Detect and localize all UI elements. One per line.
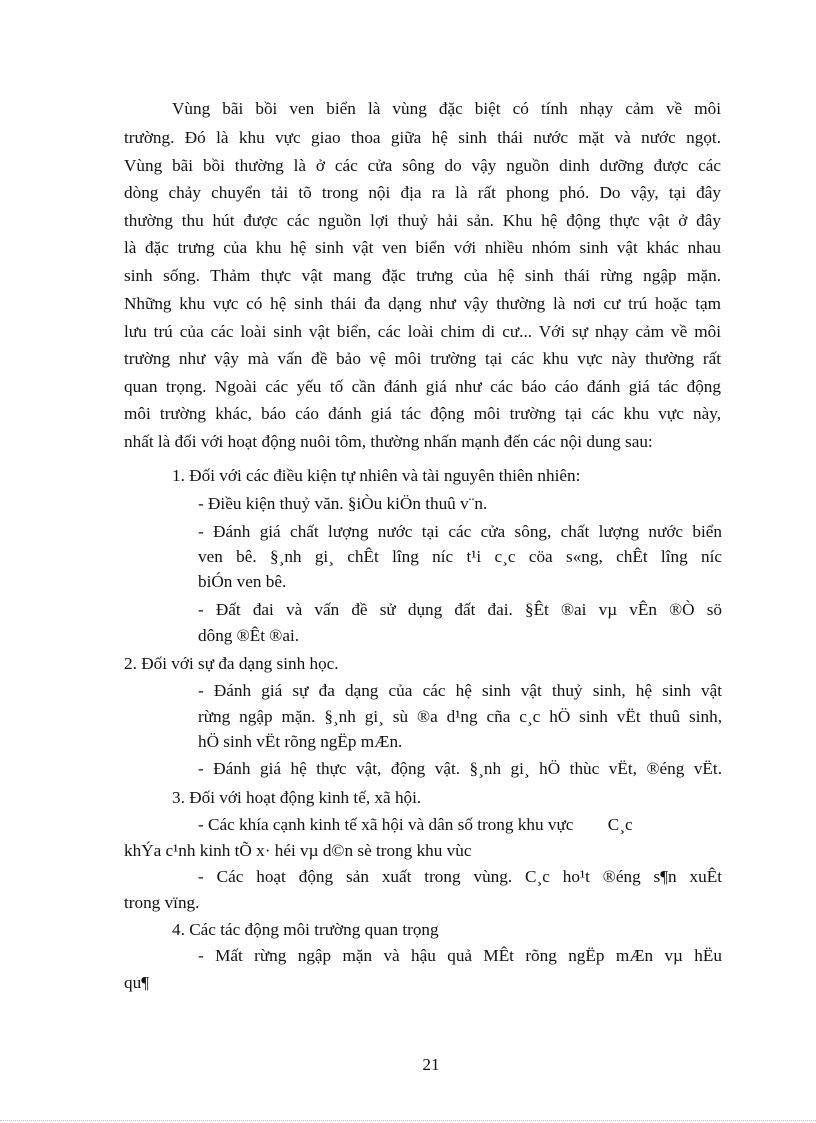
paragraph-line: lưu trú của các loài sinh vật biển, các loài chim di cư... Với sự nhạy cảm về môi [124,322,721,341]
paragraph-line: là đặc trưng của khu hệ sinh vật ven biển với nhiều nhóm sinh vật khác nhau [124,238,721,257]
section-heading: 1. Đối với các điều kiện tự nhiên và tài nguyên thiên nhiên: [172,466,581,485]
list-item-continuation: dông ®Êt ®ai. [198,626,300,645]
list-item: - Đánh giá chất lượng nước tại các cửa sông, chất lượng nước biển [198,522,722,541]
list-item: - Đánh giá hệ thực vật, động vật. §¸nh gi¸ hÖ thùc vËt, ®éng vËt. [198,759,722,778]
section-heading: 3. Đối với hoạt động kinh tế, xã hội. [172,788,422,807]
list-item: - Các khía cạnh kinh tế xã hội và dân số trong khu vực C¸c [198,815,633,834]
list-item: - Các hoạt động sản xuất trong vùng. C¸c ho¹t ®éng s¶n xuÊt [198,867,722,886]
paragraph-line: sinh sống. Thảm thực vật mang đặc trưng của hệ sinh thái rừng ngập mặn. [124,266,721,285]
paragraph-line: Vùng bãi bồi ven biển là vùng đặc biệt có tính nhạy cảm về môi [172,99,721,118]
paragraph-line: trường như vậy mà vấn đề bảo vệ môi trường tại các khu vực này thường rất [124,349,721,368]
list-item-continuation: khÝa c¹nh kinh tÕ x· héi vµ d©n sè trong khu vùc [124,841,472,860]
list-item-continuation: rừng ngập mặn. §¸nh gi¸ sù ®a d¹ng cña c¸c hÖ sinh vËt thuû sinh, [198,707,722,726]
paragraph-line: quan trọng. Ngoài các yếu tố cần đánh giá như các báo cáo đánh giá tác động [124,377,721,396]
list-item-continuation: qu¶ [124,973,149,992]
list-item: - Điều kiện thuỷ văn. §iÒu kiÖn thuû v¨n. [198,494,488,513]
list-item-continuation: biÓn ven bê. [198,572,287,591]
list-item: - Mất rừng ngập mặn và hậu quả MÊt rõng ngËp mÆn vµ hËu [198,946,722,965]
list-item: - Đánh giá sự đa dạng của các hệ sinh vật thuỷ sinh, hệ sinh vật [198,681,722,700]
paragraph-line: thường thu hút được các nguồn lợi thuỷ hải sản. Khu hệ động thực vật ở đây [124,211,721,230]
paragraph-line: trường. Đó là khu vực giao thoa giữa hệ sinh thái nước mặt và nước ngọt. [124,128,721,147]
page-number: 21 [422,1055,440,1074]
list-item-continuation: trong vïng. [124,893,200,912]
page-bottom-divider [0,1120,816,1121]
list-item: - Đất đai và vấn đề sử dụng đất đai. §Êt ®ai vµ vÊn ®Ò sö [198,600,722,619]
paragraph-line: dòng chảy chuyển tải tõ trong nội địa ra là rất phong phó. Do vậy, tại đây [124,183,721,202]
list-item-continuation: hÖ sinh vËt rõng ngËp mÆn. [198,732,403,751]
paragraph-line: nhất là đối với hoạt động nuôi tôm, thường nhấn mạnh đến các nội dung sau: [124,432,653,451]
section-heading: 4. Các tác động môi trường quan trọng [172,920,439,939]
list-item-continuation: ven bê. §¸nh gi¸ chÊt lîng níc t¹i c¸c cöa s«ng, chÊt lîng níc [198,547,722,566]
paragraph-line: môi trường khác, báo cáo đánh giá tác động môi trường tại các khu vực này, [124,404,721,423]
paragraph-line: Vùng bãi bồi thường là ở các cửa sông do vậy nguồn dinh dưỡng được các [124,156,721,175]
paragraph-line: Những khu vực có hệ sinh thái đa dạng như vậy thường là nơi cư trú hoặc tạm [124,294,721,313]
section-heading: 2. Đối với sự đa dạng sinh học. [124,654,339,673]
